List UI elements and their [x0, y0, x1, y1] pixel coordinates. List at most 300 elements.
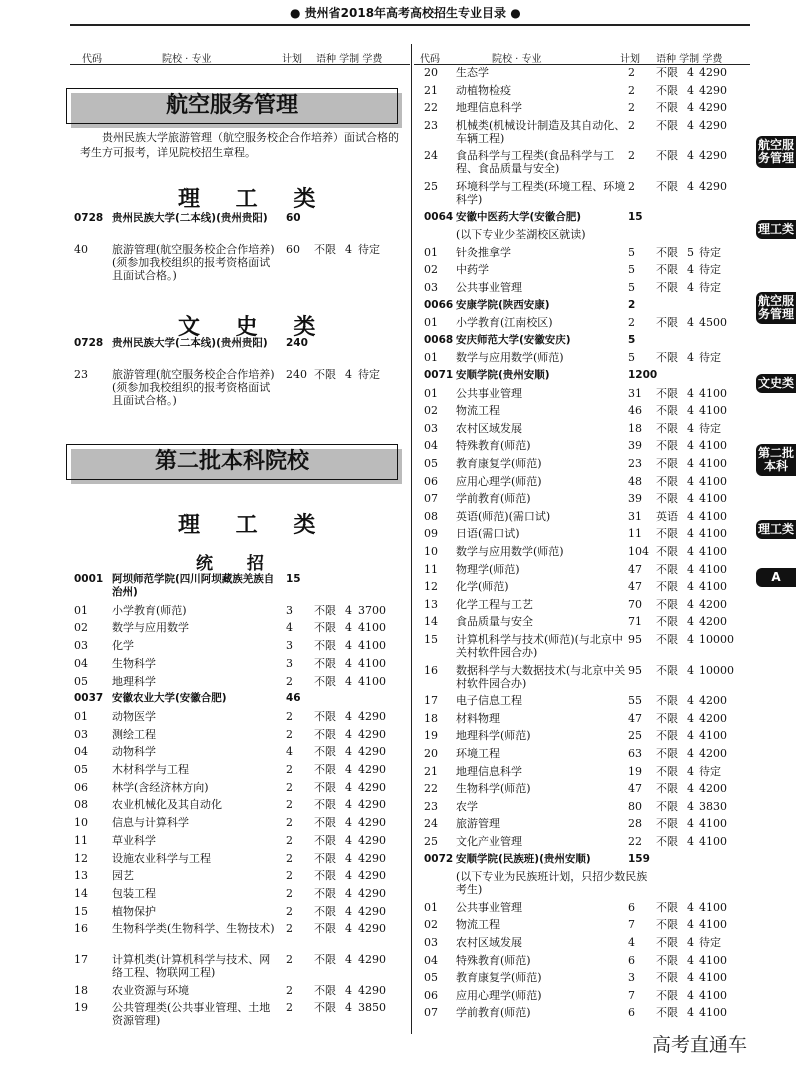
plan-cell: 31	[628, 509, 642, 523]
language-cell: 不限	[656, 817, 678, 831]
name-cell: 旅游管理(航空服务校企合作培养)(须参加我校组织的报考资格面试且面试合格。)	[112, 242, 275, 282]
school-row	[70, 692, 410, 705]
language-cell: 不限	[314, 833, 336, 847]
table-row	[416, 527, 752, 540]
section-box-second-batch	[66, 444, 398, 480]
language-cell: 不限	[656, 83, 678, 97]
code-cell: 17	[74, 953, 88, 966]
code-cell: 03	[74, 639, 88, 653]
name-cell: 公共事业管理	[456, 386, 522, 400]
name-cell: 材料物理	[456, 711, 500, 725]
duration-cell: 4	[687, 764, 694, 778]
name-cell: 植物保护	[112, 904, 156, 918]
side-tab: 文史类	[756, 374, 796, 393]
duration-cell: 4	[345, 1001, 352, 1015]
plan-cell: 2	[628, 101, 635, 115]
col-header-code: 代码	[420, 54, 440, 65]
fee-cell: 4290	[358, 851, 386, 865]
plan-cell: 39	[628, 439, 642, 453]
name-cell: 数据科学与大数据技术(与北京中关村软件园合办)	[456, 663, 626, 690]
table-row	[70, 869, 410, 882]
duration-cell: 4	[687, 474, 694, 488]
language-cell: 不限	[314, 851, 336, 865]
code-cell: 19	[424, 729, 438, 743]
code-cell: 06	[424, 988, 438, 1002]
fee-cell: 4200	[699, 615, 727, 629]
name-cell: 文化产业管理	[456, 835, 522, 848]
fee-cell: 3700	[358, 603, 386, 617]
code-cell: 03	[424, 421, 438, 435]
plan-cell: 2	[286, 727, 293, 741]
plan-cell: 4	[628, 936, 635, 949]
language-cell: 不限	[314, 242, 336, 256]
plan-cell: 15	[628, 210, 643, 223]
duration-cell: 4	[345, 242, 352, 256]
plan-cell: 5	[628, 281, 635, 294]
name-cell: 生物科学(师范)	[456, 782, 531, 796]
plan-cell: 159	[628, 852, 650, 865]
duration-cell: 4	[687, 711, 694, 725]
code-cell: 0001	[74, 573, 104, 585]
duration-cell: 4	[687, 281, 694, 294]
fee-cell: 4100	[358, 674, 386, 688]
language-cell: 不限	[656, 545, 678, 558]
code-cell: 12	[424, 580, 438, 594]
duration-cell: 4	[687, 817, 694, 831]
plan-cell: 19	[628, 764, 642, 778]
name-cell: 地理科学	[112, 674, 156, 688]
name-cell: 生物科学	[112, 656, 156, 670]
name-cell: 草业科学	[112, 833, 156, 847]
name-cell: 安顺学院(民族班)(贵州安顺)	[456, 852, 591, 865]
name-cell: 生态学	[456, 66, 489, 79]
table-row	[416, 918, 752, 931]
duration-cell: 4	[687, 988, 694, 1002]
code-cell: 0037	[74, 692, 104, 705]
language-cell: 不限	[656, 747, 678, 760]
language-cell: 不限	[656, 782, 678, 796]
fee-cell: 待定	[699, 351, 721, 365]
code-cell: 13	[424, 597, 438, 611]
duration-cell: 4	[345, 816, 352, 830]
duration-cell: 4	[687, 918, 694, 932]
plan-cell: 240	[286, 337, 308, 349]
table-row	[70, 745, 410, 758]
plan-cell: 7	[628, 918, 635, 932]
table-row	[416, 817, 752, 830]
name-cell: 安庆师范大学(安徽安庆)	[456, 333, 571, 346]
table-row	[416, 694, 752, 707]
duration-cell: 5	[687, 245, 694, 259]
language-cell: 不限	[314, 886, 336, 900]
language-cell: 不限	[656, 900, 678, 914]
plan-cell: 2	[286, 833, 293, 847]
code-cell: 21	[424, 83, 438, 97]
duration-cell: 4	[345, 639, 352, 653]
plan-cell: 39	[628, 492, 642, 506]
duration-cell: 4	[687, 562, 694, 576]
table-row	[416, 1006, 752, 1019]
fee-cell: 10000	[699, 633, 734, 646]
name-cell: 日语(需口试)	[456, 527, 520, 541]
plan-cell: 2	[286, 763, 293, 776]
language-cell: 不限	[656, 386, 678, 400]
table-row	[416, 119, 752, 145]
fee-cell: 待定	[699, 936, 721, 949]
duration-cell: 4	[345, 763, 352, 776]
code-cell: 10	[74, 816, 88, 830]
name-cell: 食品质量与安全	[456, 615, 533, 629]
plan-cell: 2	[628, 180, 635, 193]
fee-cell: 4100	[699, 729, 727, 743]
table-row	[70, 953, 410, 979]
duration-cell: 4	[687, 747, 694, 760]
fee-cell: 3850	[358, 1001, 386, 1015]
table-row	[70, 834, 410, 847]
plan-cell: 48	[628, 474, 642, 488]
table-row	[70, 243, 410, 282]
fee-cell: 4290	[358, 745, 386, 759]
plan-cell: 2	[628, 149, 635, 163]
code-cell: 05	[74, 674, 88, 688]
table-row	[70, 639, 410, 652]
plan-cell: 63	[628, 747, 642, 760]
name-cell: 机械类(机械设计制造及其自动化、车辆工程)	[456, 118, 626, 145]
fee-cell: 4100	[699, 817, 727, 831]
name-cell: 贵州民族大学(二本线)(贵州贵阳)	[112, 212, 268, 224]
fee-cell: 4500	[699, 316, 727, 330]
fee-cell: 4100	[699, 1006, 727, 1020]
plan-cell: 2	[286, 780, 293, 794]
name-cell: 电子信息工程	[456, 694, 522, 708]
language-cell: 不限	[656, 527, 678, 541]
plan-cell: 6	[628, 1006, 635, 1020]
code-cell: 05	[74, 763, 88, 776]
side-tab: 理工类	[756, 520, 796, 539]
duration-cell: 4	[687, 615, 694, 629]
fee-cell: 4290	[699, 101, 727, 115]
language-cell: 不限	[656, 580, 678, 594]
plan-cell: 18	[628, 421, 642, 435]
table-row	[416, 800, 752, 813]
code-cell: 23	[424, 118, 438, 132]
fee-cell: 4100	[699, 562, 727, 576]
side-tab: 第二批本科	[756, 444, 796, 476]
language-cell: 不限	[656, 281, 678, 294]
language-cell: 不限	[656, 118, 678, 132]
fee-cell: 4290	[699, 180, 727, 193]
plan-cell: 2	[286, 886, 293, 900]
plan-cell: 2	[286, 904, 293, 918]
col-header-code: 代码	[82, 54, 102, 65]
duration-cell: 4	[687, 66, 694, 79]
plan-cell: 4	[286, 745, 293, 759]
plan-cell: 60	[286, 242, 300, 256]
language-cell: 不限	[656, 694, 678, 708]
col-header-misc: 语种 学制 学费	[316, 54, 383, 65]
duration-cell: 4	[345, 983, 352, 997]
table-row	[70, 763, 410, 776]
duration-cell: 4	[687, 492, 694, 506]
fee-cell: 4290	[358, 798, 386, 812]
name-cell: 旅游管理(航空服务校企合作培养)(须参加我校组织的报考资格面试且面试合格。)	[112, 367, 275, 407]
code-cell: 14	[74, 886, 88, 900]
name-cell: 学前教育(师范)	[456, 1006, 531, 1020]
code-cell: 05	[424, 971, 438, 985]
side-tab: 航空服务管理	[756, 292, 796, 324]
code-cell: 03	[74, 727, 88, 741]
duration-cell: 4	[345, 674, 352, 688]
table-row	[70, 710, 410, 723]
code-cell: 19	[74, 1001, 88, 1015]
section-box-aviation	[66, 88, 398, 124]
language-cell: 不限	[656, 597, 678, 611]
duration-cell: 4	[687, 799, 694, 813]
plan-cell: 46	[286, 692, 301, 705]
duration-cell: 4	[345, 656, 352, 670]
section-title: 第二批本科院校	[154, 449, 309, 474]
name-cell: 地理信息科学	[456, 101, 522, 115]
fee-cell: 4100	[699, 509, 727, 523]
table-row	[70, 621, 410, 634]
fee-cell: 待定	[358, 242, 380, 256]
language-cell: 不限	[656, 66, 678, 79]
duration-cell: 4	[687, 316, 694, 330]
code-cell: 01	[424, 386, 438, 400]
duration-cell: 4	[687, 936, 694, 949]
plan-cell: 11	[628, 527, 642, 541]
duration-cell: 4	[687, 351, 694, 365]
table-row	[416, 149, 752, 175]
language-cell: 不限	[314, 780, 336, 794]
plan-cell: 2	[286, 816, 293, 830]
name-cell: 地理信息科学	[456, 764, 522, 778]
plan-cell: 5	[628, 245, 635, 259]
fee-cell: 4290	[358, 953, 386, 966]
plan-cell: 2	[628, 298, 636, 311]
table-row	[416, 281, 752, 294]
duration-cell: 4	[345, 780, 352, 794]
language-cell: 不限	[656, 404, 678, 418]
table-row	[70, 368, 410, 407]
code-cell: 17	[424, 694, 438, 708]
duration-cell: 4	[687, 527, 694, 541]
top-rule	[70, 24, 750, 26]
name-cell: 木材科学与工程	[112, 763, 189, 776]
plan-cell: 5	[628, 351, 635, 365]
code-cell: 15	[424, 633, 438, 646]
duration-cell: 4	[687, 457, 694, 470]
code-cell: 18	[74, 983, 88, 997]
name-cell: 化学(师范)	[456, 580, 509, 594]
name-cell: (以下专业少荃湖校区就读)	[456, 228, 586, 242]
plan-cell: 3	[286, 656, 293, 670]
fee-cell: 待定	[699, 245, 721, 259]
code-cell: 08	[424, 509, 438, 523]
table-row	[416, 712, 752, 725]
language-cell: 不限	[656, 799, 678, 813]
table-row	[70, 887, 410, 900]
fee-cell: 4100	[699, 971, 727, 985]
name-cell: 应用心理学(师范)	[456, 988, 542, 1002]
code-cell: 01	[74, 603, 88, 617]
code-cell: 22	[424, 782, 438, 796]
code-cell: 01	[424, 900, 438, 914]
fee-cell: 待定	[358, 367, 380, 381]
fee-cell: 4100	[699, 545, 727, 558]
language-cell: 不限	[656, 474, 678, 488]
side-tab: 航空服务管理	[756, 136, 796, 168]
plan-cell: 4	[286, 621, 293, 635]
language-cell: 不限	[656, 615, 678, 629]
plan-cell: 6	[628, 900, 635, 914]
code-cell: 20	[424, 747, 438, 760]
table-row	[416, 492, 752, 505]
table-row	[416, 782, 752, 795]
name-cell: 特殊教育(师范)	[456, 953, 531, 967]
language-cell: 不限	[314, 869, 336, 883]
fee-cell: 4290	[699, 66, 727, 79]
name-cell: 安徽农业大学(安徽合肥)	[112, 692, 227, 705]
code-cell: 11	[424, 562, 438, 576]
school-row	[70, 212, 410, 238]
plan-cell: 2	[628, 316, 635, 330]
plan-cell: 1200	[628, 369, 658, 381]
table-row	[416, 66, 752, 79]
plan-cell: 22	[628, 835, 642, 848]
plan-cell: 2	[286, 798, 293, 812]
table-row	[416, 971, 752, 984]
fee-cell: 4100	[358, 621, 386, 635]
name-cell: 针灸推拿学	[456, 245, 511, 259]
duration-cell: 4	[687, 439, 694, 453]
code-cell: 04	[74, 656, 88, 670]
language-cell: 不限	[656, 633, 678, 646]
code-cell: 04	[424, 439, 438, 453]
plan-cell: 60	[286, 212, 301, 224]
table-row	[416, 439, 752, 452]
language-cell: 不限	[656, 936, 678, 949]
side-tab: A	[756, 568, 796, 587]
code-cell: 01	[424, 245, 438, 259]
table-row	[416, 598, 752, 611]
code-cell: 05	[424, 457, 438, 470]
table-row	[70, 657, 410, 670]
language-cell: 不限	[656, 953, 678, 967]
duration-cell: 4	[345, 869, 352, 883]
fee-cell: 4100	[699, 953, 727, 967]
code-cell: 03	[424, 281, 438, 294]
name-cell: 教育康复学(师范)	[456, 457, 542, 470]
name-cell: 特殊教育(师范)	[456, 439, 531, 453]
table-row	[70, 984, 410, 997]
language-cell: 不限	[314, 639, 336, 653]
duration-cell: 4	[687, 633, 694, 646]
fee-cell: 4290	[699, 149, 727, 163]
table-row	[416, 84, 752, 97]
name-cell: 信息与计算科学	[112, 816, 189, 830]
duration-cell: 4	[687, 782, 694, 796]
fee-cell: 4100	[699, 404, 727, 418]
duration-cell: 4	[345, 621, 352, 635]
code-cell: 04	[424, 953, 438, 967]
fee-cell: 4290	[699, 83, 727, 97]
fee-cell: 4100	[699, 900, 727, 914]
table-row	[416, 180, 752, 206]
language-cell: 不限	[314, 816, 336, 830]
sub-heading: 统 招	[196, 554, 278, 574]
name-cell: 数学与应用数学(师范)	[456, 351, 564, 365]
table-row	[416, 765, 752, 778]
fee-cell: 4100	[699, 457, 727, 470]
code-cell: 09	[424, 527, 438, 541]
fee-cell: 4290	[358, 727, 386, 741]
plan-cell: 23	[628, 457, 642, 470]
code-cell: 16	[424, 663, 438, 677]
table-row	[70, 781, 410, 794]
code-cell: 0071	[424, 369, 454, 381]
name-cell: 化学工程与工艺	[456, 597, 533, 611]
name-cell: 安顺学院(贵州安顺)	[456, 369, 550, 381]
language-cell: 不限	[656, 180, 678, 193]
language-cell: 不限	[656, 663, 678, 677]
duration-cell: 4	[687, 404, 694, 418]
school-row	[70, 573, 410, 599]
category-heading: 理 工 类	[178, 187, 330, 212]
name-cell: 农业机械化及其自动化	[112, 798, 222, 812]
table-row	[416, 422, 752, 435]
duration-cell: 4	[687, 663, 694, 677]
plan-cell: 25	[628, 729, 642, 743]
duration-cell: 4	[687, 580, 694, 594]
plan-cell: 2	[628, 118, 635, 132]
duration-cell: 4	[345, 886, 352, 900]
fee-cell: 4290	[358, 869, 386, 883]
col-header-name: 院校 · 专业	[492, 54, 542, 65]
table-row	[416, 580, 752, 593]
duration-cell: 4	[687, 1006, 694, 1020]
section-note: 贵州民族大学旅游管理（航空服务校企合作培养）面试合格的考生方可报考，详见院校招生章程。	[80, 131, 399, 159]
fee-cell: 4200	[699, 694, 727, 708]
plan-cell: 46	[628, 404, 642, 418]
code-cell: 07	[424, 1006, 438, 1020]
code-cell: 06	[74, 780, 88, 794]
code-cell: 04	[74, 745, 88, 759]
language-cell: 不限	[314, 621, 336, 635]
code-cell: 11	[74, 833, 88, 847]
plan-cell: 5	[628, 263, 635, 277]
side-tab: 理工类	[756, 220, 796, 239]
name-cell: 包装工程	[112, 886, 156, 900]
school-row	[416, 369, 752, 382]
code-cell: 40	[74, 242, 88, 256]
name-cell: 化学	[112, 639, 134, 653]
duration-cell: 4	[687, 597, 694, 611]
fee-cell: 待定	[699, 263, 721, 277]
duration-cell: 4	[345, 953, 352, 966]
language-cell: 不限	[314, 603, 336, 617]
duration-cell: 4	[345, 833, 352, 847]
language-cell: 不限	[314, 745, 336, 759]
fee-cell: 4290	[358, 886, 386, 900]
language-cell: 不限	[656, 1006, 678, 1020]
duration-cell: 4	[687, 900, 694, 914]
fee-cell: 待定	[699, 421, 721, 435]
language-cell: 不限	[314, 727, 336, 741]
language-cell: 不限	[314, 709, 336, 723]
code-cell: 0064	[424, 210, 454, 223]
name-cell: 测绘工程	[112, 727, 156, 741]
